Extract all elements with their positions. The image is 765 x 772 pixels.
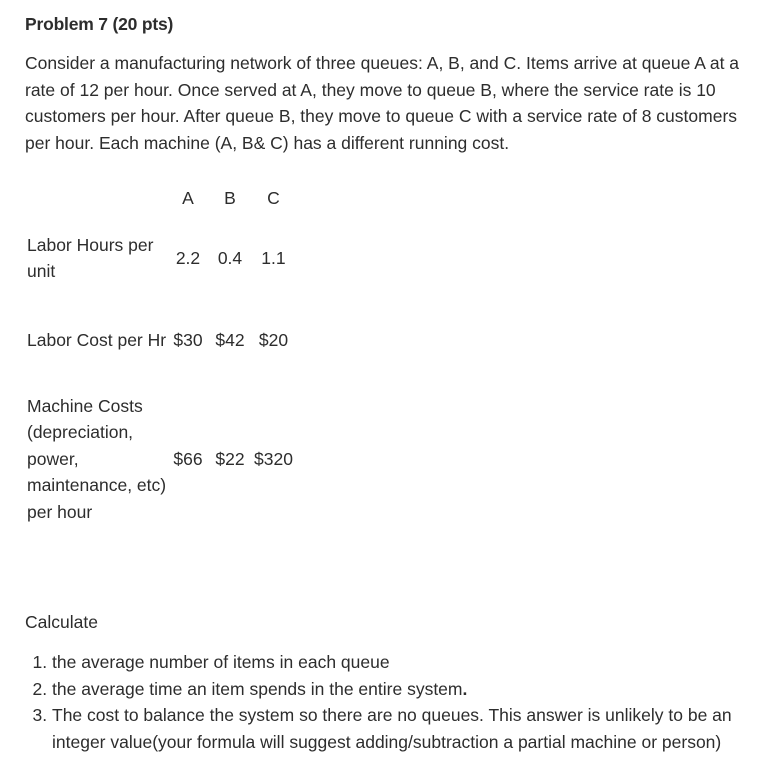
- cost-table: [25, 182, 296, 539]
- row-label-machine-costs: Machine Costs (depreciation, power, maintenance, etc) per hour: [27, 395, 167, 522]
- problem-title: Problem 7 (20 pts): [25, 14, 174, 34]
- labor-cost-a: $30: [173, 330, 203, 351]
- task-text: the average time an item spends in the entire system: [52, 678, 463, 699]
- list-item: [52, 676, 762, 703]
- task-list: [25, 649, 762, 755]
- table-row: [25, 302, 296, 379]
- list-item: [52, 649, 762, 676]
- problem-intro: Consider a manufacturing network of three queues: A, B, and C. Items arrive at queue A at a rate of 12 per hour. Once served at A, they move to queue B, where the service rate is 10 customers per hour. After queue B, they move to queue C with a service rate of 8 customers per hour. Each machine (A, B& C) has a different running cost.: [25, 53, 740, 153]
- row-label-labor-hours: Labor Hours per unit: [27, 234, 154, 281]
- task-period: .: [462, 678, 468, 699]
- machine-cost-a: $66: [173, 448, 203, 469]
- labor-hours-a: 2.2: [175, 247, 201, 268]
- list-item: [52, 702, 762, 755]
- machine-cost-b: $22: [215, 448, 245, 469]
- column-header-c: C: [267, 187, 280, 208]
- table-row: [25, 379, 296, 539]
- labor-cost-b: $42: [215, 330, 245, 351]
- labor-hours-c: 1.1: [261, 247, 286, 268]
- machine-cost-c: $320: [254, 448, 293, 469]
- labor-cost-c: $20: [258, 330, 289, 351]
- column-header-a: A: [182, 187, 194, 208]
- labor-hours-b: 0.4: [217, 247, 243, 268]
- task-text: the average number of items in each queue: [52, 652, 390, 672]
- calculate-heading: Calculate: [25, 612, 98, 632]
- cost-table-corner: [25, 182, 167, 214]
- row-label-labor-cost: Labor Cost per Hr: [27, 330, 167, 351]
- table-row: [25, 214, 296, 302]
- cost-table-header-row: [25, 182, 296, 214]
- column-header-b: B: [224, 187, 236, 208]
- task-text: The cost to balance the system so there are no queues. This answer is unlikely to be an integer value(your formula will suggest adding/subtraction a partial machine or person): [52, 705, 732, 752]
